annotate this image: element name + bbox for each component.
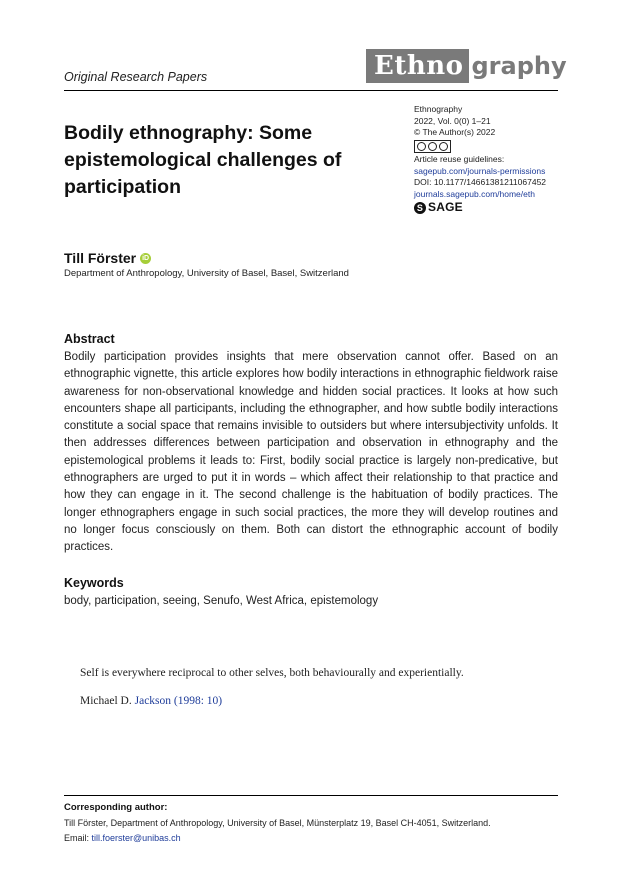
- epigraph-quote: Self is everywhere reciprocal to other selves, both behaviourally and experientially.: [80, 667, 464, 679]
- epigraph-citation-link[interactable]: Jackson (1998: 10): [134, 695, 223, 707]
- logo-part2: graphy: [471, 52, 567, 80]
- title-line-3: participation: [64, 176, 182, 198]
- epigraph-author: Michael D.: [80, 695, 135, 707]
- meta-doi: DOI: 10.1177/14661381211067452: [414, 177, 547, 187]
- meta-reuse-label: Article reuse guidelines:: [414, 154, 505, 164]
- epigraph-source: [80, 695, 222, 707]
- abstract-text: Bodily participation provides insights that mere observation cannot offer. Based on an ethnographic vignette, this article explores how bodily interactions in ethnographic fieldwork raise awareness for non-observational knowledge and hidden social practices. It looks at how such encounters shape all participants, including the ethnographer, and how subtle bodily interactions constitute a social space that remains invisible to outsiders but where intersubjectivity unfolds. It then addresses differences between participation and observation in ethnography and the epistemological problems it leads to: First, bodily social practice is largely non-predicative, but ethnographers are urged to put it in words – which affect their relationship to that practice and how they can engage in it. The second challenge is the habituation of bodily practices. The longer ethnographers engage in such social practices, the more they will develop routines and no longer focus consciously on them. Both can distort the ethnographic account of bodily practices.: [64, 351, 558, 554]
- footer-rule: [64, 795, 558, 796]
- author-name: Till Förster: [64, 250, 137, 266]
- article-title: [64, 120, 394, 201]
- sage-text: SAGE: [428, 200, 463, 215]
- creative-commons-icon[interactable]: [414, 140, 451, 153]
- journal-logo[interactable]: [366, 49, 567, 83]
- sage-logo: [414, 202, 564, 214]
- keywords-text: body, participation, seeing, Senufo, West Africa, epistemology: [64, 595, 379, 607]
- sage-icon: S: [414, 202, 426, 214]
- orcid-icon[interactable]: iD: [142, 254, 150, 262]
- section-label: Original Research Papers: [64, 70, 208, 84]
- header-rule: [64, 90, 558, 91]
- email-label: Email:: [64, 833, 92, 843]
- title-line-1: Bodily ethnography: Some: [64, 122, 313, 144]
- cc-circle-icon: [417, 142, 426, 151]
- meta-reuse-link[interactable]: sagepub.com/journals-permissions: [414, 165, 546, 176]
- article-meta: [414, 104, 564, 214]
- abstract-heading: Abstract: [64, 332, 115, 346]
- meta-volume: 2022, Vol. 0(0) 1–21: [414, 115, 491, 126]
- cc-by-icon: [428, 142, 437, 151]
- title-line-2: epistemological challenges of: [64, 149, 342, 171]
- meta-journal-link[interactable]: journals.sagepub.com/home/eth: [414, 188, 535, 199]
- corresponding-heading: Corresponding author:: [64, 802, 168, 813]
- logo-part1: Ethno: [366, 49, 469, 83]
- keywords-heading: Keywords: [64, 576, 124, 590]
- cc-nc-icon: [439, 142, 448, 151]
- author: [64, 250, 151, 266]
- meta-journal: Ethnography: [414, 104, 463, 114]
- email-link[interactable]: till.foerster@unibas.ch: [91, 833, 181, 843]
- author-affiliation: Department of Anthropology, University of Basel, Basel, Switzerland: [64, 268, 349, 279]
- corresponding-email-line: [64, 833, 181, 843]
- corresponding-address: Till Förster, Department of Anthropology, University of Basel, Münsterplatz 19, Basel CH-4051, Switzerland.: [64, 818, 491, 828]
- meta-copyright: © The Author(s) 2022: [414, 127, 496, 137]
